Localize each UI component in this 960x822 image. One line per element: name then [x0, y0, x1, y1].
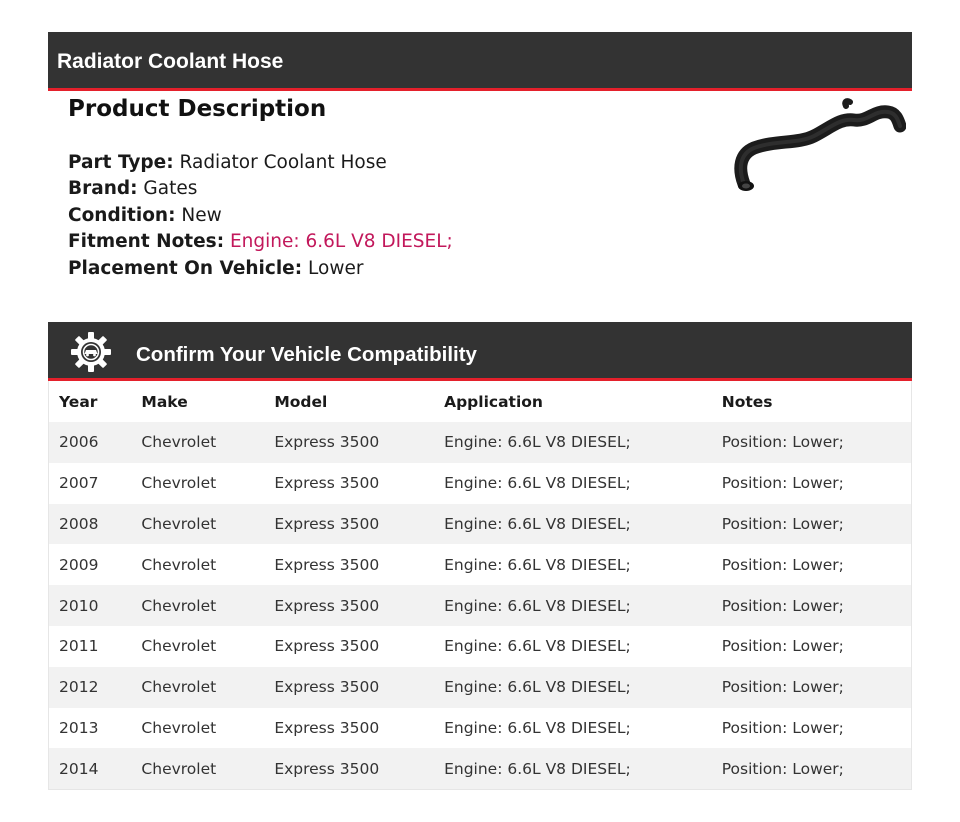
cell-notes: Position: Lower;: [712, 504, 912, 545]
table-row: [49, 667, 912, 708]
table-row: [49, 585, 912, 626]
cell-make: Chevrolet: [131, 463, 264, 504]
column-header-year: Year: [49, 381, 132, 422]
cell-year: 2014: [49, 748, 132, 789]
spec-value: Gates: [143, 178, 198, 200]
spec-label: Placement On Vehicle:: [68, 257, 303, 279]
table-row: [49, 708, 912, 749]
cell-year: 2009: [49, 544, 132, 585]
cell-model: Express 3500: [264, 626, 434, 667]
cell-year: 2013: [49, 708, 132, 749]
cell-model: Express 3500: [264, 585, 434, 626]
column-header-model: Model: [264, 381, 434, 422]
cell-notes: Position: Lower;: [712, 748, 912, 789]
cell-application: Engine: 6.6L V8 DIESEL;: [434, 463, 712, 504]
cell-model: Express 3500: [264, 463, 434, 504]
table-row: [49, 748, 912, 789]
spec-list: [68, 150, 453, 282]
spec-fitment-notes: [68, 229, 453, 255]
compatibility-table: [48, 381, 912, 790]
cell-model: Express 3500: [264, 667, 434, 708]
spec-value: New: [181, 204, 222, 226]
cell-year: 2012: [49, 667, 132, 708]
cell-make: Chevrolet: [131, 626, 264, 667]
cell-model: Express 3500: [264, 422, 434, 463]
cell-application: Engine: 6.6L V8 DIESEL;: [434, 708, 712, 749]
table-row: [49, 626, 912, 667]
cell-application: Engine: 6.6L V8 DIESEL;: [434, 626, 712, 667]
cell-application: Engine: 6.6L V8 DIESEL;: [434, 504, 712, 545]
cell-model: Express 3500: [264, 748, 434, 789]
table-row: [49, 544, 912, 585]
cell-notes: Position: Lower;: [712, 626, 912, 667]
cell-application: Engine: 6.6L V8 DIESEL;: [434, 422, 712, 463]
table-header-row: [49, 381, 912, 422]
spec-label: Part Type:: [68, 152, 174, 173]
cell-application: Engine: 6.6L V8 DIESEL;: [434, 585, 712, 626]
cell-notes: Position: Lower;: [712, 667, 912, 708]
cell-model: Express 3500: [264, 708, 434, 749]
cell-notes: Position: Lower;: [712, 585, 912, 626]
column-header-notes: Notes: [712, 381, 912, 422]
table-row: [49, 504, 912, 545]
cell-make: Chevrolet: [131, 422, 264, 463]
column-header-application: Application: [434, 381, 712, 422]
spec-value-fitment: Engine: 6.6L V8 DIESEL;: [229, 231, 453, 253]
compatibility-bar: [48, 322, 912, 381]
spec-label: Fitment Notes:: [68, 231, 225, 253]
cell-year: 2007: [49, 463, 132, 504]
spec-value: Lower: [308, 257, 364, 279]
product-title-bar: [48, 32, 912, 91]
gear-car-icon: [70, 331, 112, 373]
cell-model: Express 3500: [264, 544, 434, 585]
cell-application: Engine: 6.6L V8 DIESEL;: [434, 748, 712, 789]
cell-make: Chevrolet: [131, 585, 264, 626]
compatibility-title: Confirm Your Vehicle Compatibility: [136, 343, 477, 366]
cell-make: Chevrolet: [131, 544, 264, 585]
cell-year: 2010: [49, 585, 132, 626]
spec-placement: [68, 256, 453, 282]
table-row: [49, 422, 912, 463]
cell-make: Chevrolet: [131, 504, 264, 545]
spec-condition: [68, 203, 453, 229]
cell-notes: Position: Lower;: [712, 544, 912, 585]
cell-year: 2008: [49, 504, 132, 545]
cell-application: Engine: 6.6L V8 DIESEL;: [434, 544, 712, 585]
spec-part-type: [68, 150, 453, 176]
product-description-heading: Product Description: [68, 96, 327, 122]
cell-make: Chevrolet: [131, 708, 264, 749]
radiator-hose-image: [728, 98, 906, 196]
cell-year: 2006: [49, 422, 132, 463]
cell-application: Engine: 6.6L V8 DIESEL;: [434, 667, 712, 708]
cell-make: Chevrolet: [131, 667, 264, 708]
cell-make: Chevrolet: [131, 748, 264, 789]
cell-notes: Position: Lower;: [712, 422, 912, 463]
product-title: Radiator Coolant Hose: [57, 50, 284, 73]
cell-year: 2011: [49, 626, 132, 667]
spec-brand: [68, 176, 453, 202]
spec-label: Condition:: [68, 204, 176, 226]
column-header-make: Make: [131, 381, 264, 422]
cell-notes: Position: Lower;: [712, 708, 912, 749]
spec-value: Radiator Coolant Hose: [179, 152, 387, 173]
cell-model: Express 3500: [264, 504, 434, 545]
spec-label: Brand:: [68, 178, 138, 200]
table-row: [49, 463, 912, 504]
cell-notes: Position: Lower;: [712, 463, 912, 504]
